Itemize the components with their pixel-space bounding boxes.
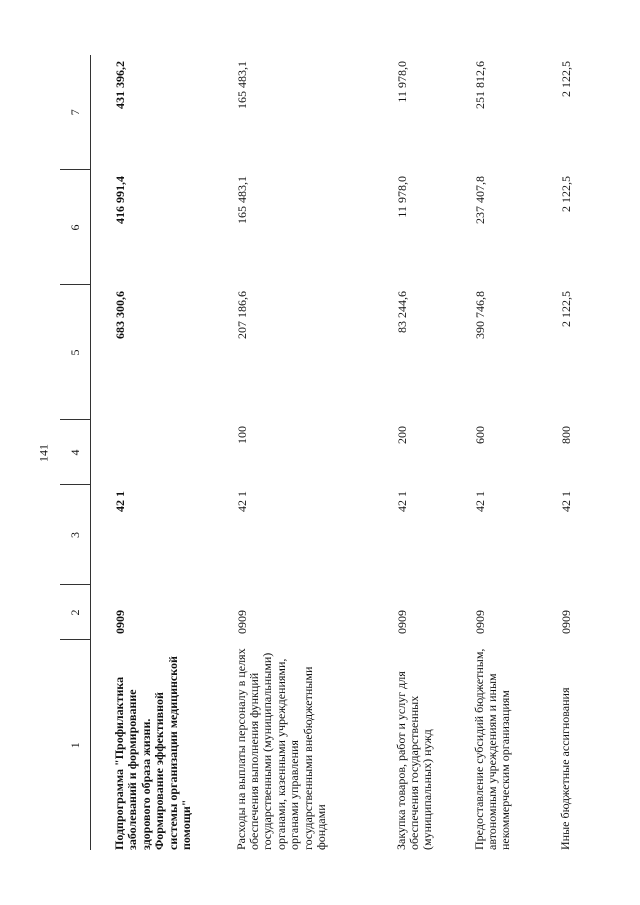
row-program-code: 42 1 [394, 491, 409, 512]
row-program-code: 42 1 [558, 491, 573, 512]
row-amount-year3: 11 978,0 [394, 61, 409, 103]
header-cell: 4 [60, 420, 91, 485]
row-amount-year2: 11 978,0 [394, 176, 409, 218]
row-section-code: 0909 [558, 610, 573, 634]
table-row [213, 55, 373, 850]
row-section-code: 0909 [472, 610, 487, 634]
row-amount-year1: 207 186,6 [234, 291, 249, 339]
header-cell: 6 [60, 170, 91, 285]
row-amount-year1: 2 122,5 [558, 291, 573, 327]
row-description: Предоставление субсидий бюджетным, автономным учреждениям и иным некоммерческим организациям [471, 648, 513, 850]
header-cell: 5 [60, 285, 91, 420]
header-cell: 1 [60, 640, 91, 850]
header-cell: 2 [60, 585, 91, 640]
table-row [451, 55, 537, 850]
row-amount-year3: 165 483,1 [234, 61, 249, 109]
row-description: Расходы на выплаты персоналу в целях обеспечения выполнения функций государственными (муниципальными) органами, казенными учреждениями, органами управления государственными внебюджетными фондами [233, 648, 329, 850]
row-amount-year1: 83 244,6 [394, 291, 409, 333]
row-program-code: 42 1 [234, 491, 249, 512]
row-expense-type: 200 [394, 426, 409, 444]
row-amount-year3: 2 122,5 [558, 61, 573, 97]
row-section-code: 0909 [234, 610, 249, 634]
page-number: 141 [36, 444, 51, 462]
rotated-page-content [60, 55, 590, 850]
row-description: Закупка товаров, работ и услуг для обеспечения государственных (муниципальных) нужд [393, 671, 435, 850]
row-program-code: 42 1 [113, 491, 127, 512]
row-expense-type: 100 [234, 426, 249, 444]
header-cell: 3 [60, 485, 91, 585]
row-amount-year1: 390 746,8 [472, 291, 487, 339]
row-description: Подпрограмма "Профилактика заболеваний и формирование здорового образа жизни. Формирование эффективной системы организации медицинской помощи" [112, 656, 194, 850]
row-amount-year3: 431 396,2 [113, 61, 127, 109]
row-amount-year3: 251 812,6 [472, 61, 487, 109]
row-expense-type: 800 [558, 426, 573, 444]
row-program-code: 42 1 [472, 491, 487, 512]
row-amount-year2: 237 407,8 [472, 176, 487, 224]
row-expense-type [91, 420, 213, 485]
row-amount-year2: 165 483,1 [234, 176, 249, 224]
table-row [373, 55, 451, 850]
table-row [537, 55, 577, 850]
row-amount-year1: 683 300,6 [113, 291, 127, 339]
row-section-code: 0909 [113, 610, 127, 634]
table-header-row [60, 55, 91, 850]
table-row [91, 55, 213, 850]
budget-table [60, 55, 577, 850]
row-description: Иные бюджетные ассигнования [557, 687, 572, 850]
row-expense-type: 600 [472, 426, 487, 444]
header-cell: 7 [60, 55, 91, 170]
row-amount-year2: 416 991,4 [113, 176, 127, 224]
row-section-code: 0909 [394, 610, 409, 634]
row-amount-year2: 2 122,5 [558, 176, 573, 212]
